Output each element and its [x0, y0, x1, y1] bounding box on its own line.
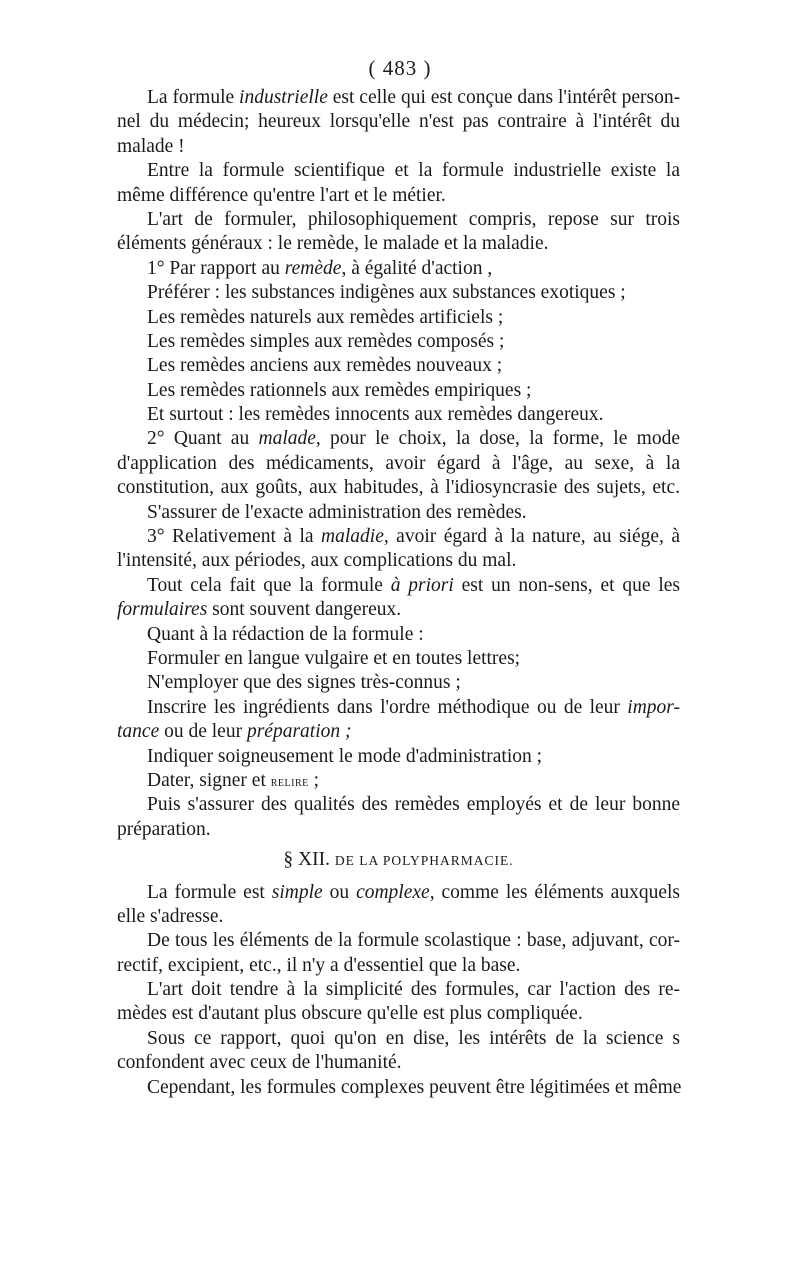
text-line [117, 793, 680, 817]
italic-text: remède [284, 257, 342, 279]
line-text: La formule [147, 87, 240, 108]
text-line [117, 818, 680, 842]
text-line [117, 86, 680, 110]
line-text: , à égalité d'action , [341, 257, 493, 279]
text-line [117, 671, 680, 695]
line-text: L'art de formuler, philosophiquement compris, repose sur trois [147, 208, 680, 230]
line-text: est un non-sens, et que les [453, 574, 680, 596]
text-line [117, 1076, 680, 1100]
text-line [117, 257, 680, 281]
line-text: Les remèdes rationnels aux remèdes empiriques ; [147, 379, 532, 401]
line-text: Entre la formule scientifique et la formule industrielle existe la [147, 160, 680, 182]
text-line [117, 696, 680, 720]
line-text: Dater, signer et [147, 769, 271, 791]
line-text: 2° Quant au [147, 428, 259, 450]
line-text: 3° Relativement à la [147, 526, 322, 548]
text-line [117, 1002, 680, 1026]
text-line [117, 598, 680, 622]
text-line [117, 159, 680, 183]
line-text: Préférer : les substances indigènes aux substances exotiques ; [147, 282, 626, 304]
italic-text: simple [271, 881, 323, 903]
line-text: sont souvent dangereux. [207, 599, 402, 621]
section-symbol: § XII. [283, 849, 330, 871]
text-line [117, 501, 680, 525]
text-line [117, 954, 680, 978]
text-line [117, 184, 680, 208]
line-text: d'application des médicaments, avoir égard à l'âge, au sexe, à la [117, 452, 680, 474]
text-line [117, 110, 680, 134]
line-text: , avoir égard à la nature, au siége, à [383, 526, 680, 548]
text-line [117, 281, 680, 305]
line-text: mèdes est d'autant plus obscure qu'elle est plus compliquée. [117, 1003, 583, 1025]
line-text: nel du médecin; heureux lorsqu'elle n'est pas contraire à l'intérêt du [117, 111, 680, 133]
line-text: est celle qui est conçue dans l'intérêt person- [327, 87, 681, 108]
line-text: N'employer que des signes très-connus ; [147, 672, 461, 694]
line-text: Cependant, les formules complexes peuvent être légitimées et même [147, 1076, 682, 1098]
line-text: 1° Par rapport au [147, 257, 285, 279]
italic-text: complexe [356, 881, 430, 903]
text-line [117, 745, 680, 769]
line-text: De tous les éléments de la formule scolastique : base, adjuvant, cor- [147, 930, 680, 952]
text-line [117, 647, 680, 671]
text-line [117, 452, 680, 476]
section-heading [117, 848, 680, 872]
text-line [117, 905, 680, 929]
italic-text: tance [117, 721, 160, 743]
page-number: ( 483 ) [368, 56, 432, 80]
line-text: confondent avec ceux de l'humanité. [117, 1052, 402, 1074]
line-text: Formuler en langue vulgaire et en toutes lettres; [147, 647, 521, 669]
line-text: Puis s'assurer des qualités des remèdes employés et de leur bonne [147, 794, 680, 816]
line-text: Et surtout : les remèdes innocents aux remèdes dangereux. [147, 404, 604, 426]
line-text: constitution, aux goûts, aux habitudes, à l'idiosyncrasie des sujets, etc. [117, 477, 680, 499]
line-text: préparation. [117, 818, 211, 840]
line-text: Inscrire les ingrédients dans l'ordre méthodique ou de leur [147, 696, 628, 718]
line-text: rectif, excipient, etc., il n'y a d'essentiel que la base. [117, 954, 521, 976]
small-caps-text: relire [270, 774, 309, 790]
text-line [117, 135, 680, 159]
line-text: ou [322, 881, 357, 903]
line-text: S'assurer de l'exacte administration des remèdes. [147, 501, 527, 523]
text-line [117, 929, 680, 953]
italic-text: malade [258, 428, 316, 450]
italic-text: maladie [321, 526, 384, 548]
text-line [117, 978, 680, 1002]
line-text: malade ! [117, 135, 185, 157]
text-line [117, 623, 680, 647]
italic-text: à priori [390, 574, 454, 596]
text-block-before-section [117, 86, 680, 842]
line-text: éléments généraux : le remède, le malade et la maladie. [117, 233, 549, 255]
line-text: , pour le choix, la dose, la forme, le mode [315, 428, 680, 450]
text-line [117, 354, 680, 378]
text-line [117, 720, 680, 744]
italic-text: préparation ; [246, 721, 352, 743]
italic-text: industrielle [239, 87, 328, 108]
text-line [117, 379, 680, 403]
body-text [117, 86, 680, 1100]
line-text: elle s'adresse. [117, 905, 224, 927]
text-line [117, 881, 680, 905]
text-line [117, 525, 680, 549]
line-text: l'intensité, aux périodes, aux complications du mal. [117, 550, 517, 572]
text-line [117, 574, 680, 598]
text-line [117, 549, 680, 573]
line-text: Les remèdes naturels aux remèdes artificiels ; [147, 306, 504, 328]
text-line [117, 306, 680, 330]
italic-text: formulaires [117, 599, 208, 621]
text-line [117, 403, 680, 427]
text-line [117, 330, 680, 354]
text-line [117, 208, 680, 232]
line-text: même différence qu'entre l'art et le métier. [117, 184, 446, 206]
text-block-after-section [117, 881, 680, 1101]
text-line [117, 476, 680, 500]
line-text: Les remèdes anciens aux remèdes nouveaux ; [147, 355, 503, 377]
text-line [117, 232, 680, 256]
line-text: La formule est [147, 881, 272, 903]
italic-text: impor- [627, 696, 680, 718]
text-line [117, 1051, 680, 1075]
text-line [117, 769, 680, 793]
line-text: Quant à la rédaction de la formule : [147, 623, 424, 645]
section-title: DE LA POLYPHARMACIE. [334, 853, 514, 869]
line-text: ; [308, 769, 320, 791]
line-text: ou de leur [159, 721, 247, 743]
line-text: Sous ce rapport, quoi qu'on en dise, les intérêts de la science s [147, 1027, 680, 1049]
line-text: Tout cela fait que la formule [147, 574, 391, 596]
line-text: , comme les éléments auxquels [429, 881, 680, 903]
line-text: L'art doit tendre à la simplicité des formules, car l'action des re- [147, 979, 680, 1001]
text-line [117, 1027, 680, 1051]
text-line [117, 427, 680, 451]
line-text: Les remèdes simples aux remèdes composés ; [147, 330, 505, 352]
line-text: Indiquer soigneusement le mode d'administration ; [147, 745, 543, 767]
